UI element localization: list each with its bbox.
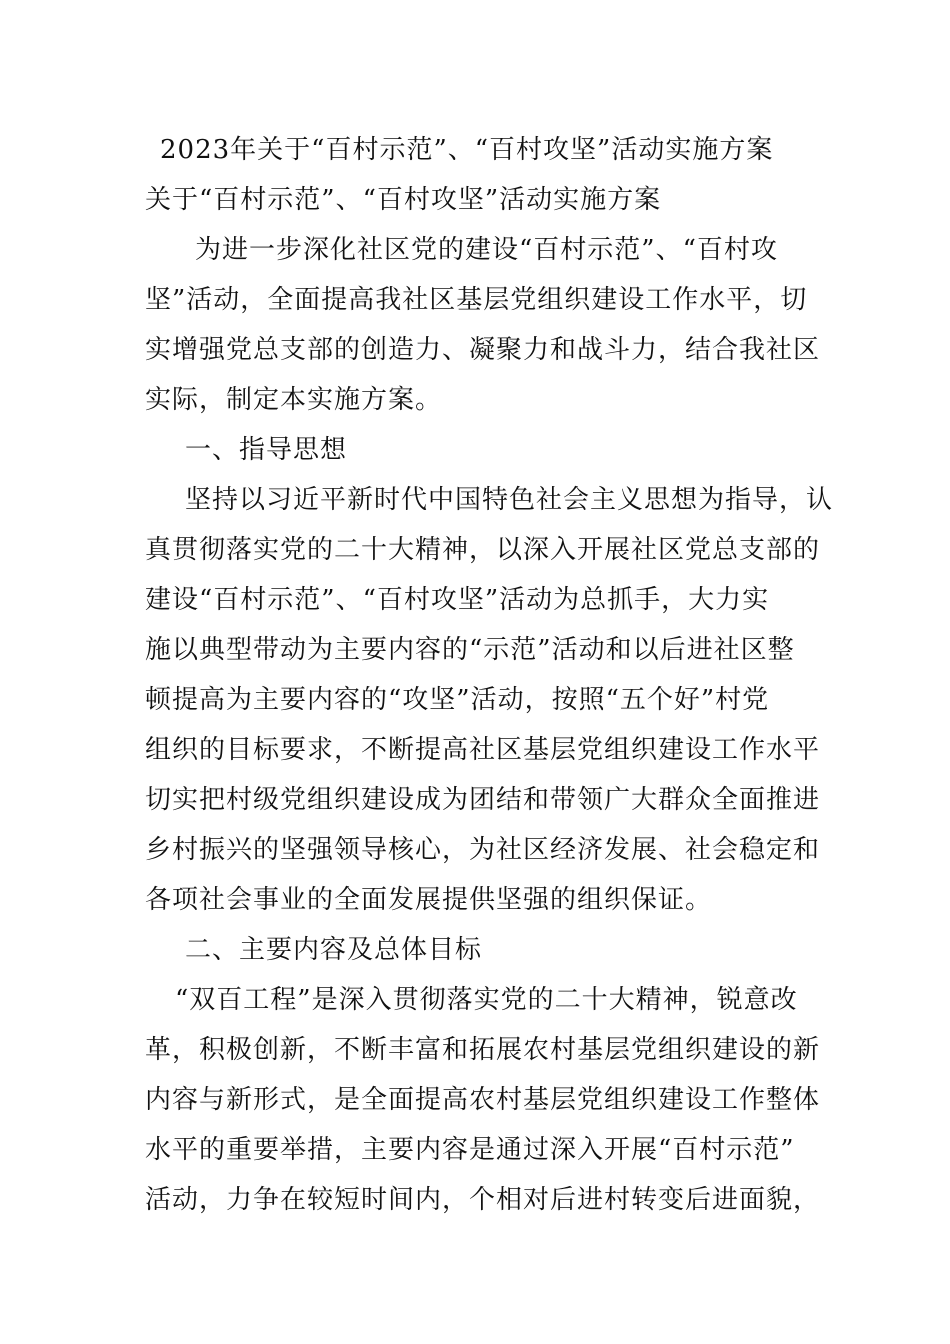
paragraph-line: 坚持以习近平新时代中国特色社会主义思想为指导，认 — [185, 485, 834, 515]
paragraph-line: 切实把村级党组织建设成为团结和带领广大群众全面推进 — [145, 785, 821, 815]
document-title: 2023年关于“百村示范”、“百村攻坚”活动实施方案 — [160, 135, 774, 165]
paragraph-line: 革，积极创新，不断丰富和拓展农村基层党组织建设的新 — [145, 1035, 821, 1065]
paragraph-line: 施以典型带动为主要内容的“示范”活动和以后进社区整 — [145, 635, 795, 665]
paragraph-line: “双百工程”是深入贯彻落实党的二十大精神，锐意改 — [175, 985, 798, 1015]
section-heading: 二、主要内容及总体目标 — [185, 935, 483, 965]
paragraph-line: 为进一步深化社区党的建设“百村示范”、“百村攻 — [195, 235, 778, 265]
paragraph-line: 各项社会事业的全面发展提供坚强的组织保证。 — [145, 885, 713, 915]
paragraph-line: 水平的重要举措，主要内容是通过深入开展“百村示范” — [145, 1135, 795, 1165]
paragraph-line: 坚”活动，全面提高我社区基层党组织建设工作水平，切 — [145, 285, 808, 315]
paragraph-line: 实增强党总支部的创造力、凝聚力和战斗力，结合我社区 — [145, 335, 821, 365]
paragraph-line: 乡村振兴的坚强领导核心，为社区经济发展、社会稳定和 — [145, 835, 821, 865]
paragraph-line: 建设“百村示范”、“百村攻坚”活动为总抓手，大力实 — [145, 585, 770, 615]
section-heading: 一、指导思想 — [185, 435, 348, 465]
paragraph-line: 实际，制定本实施方案。 — [145, 385, 443, 415]
paragraph-line: 内容与新形式，是全面提高农村基层党组织建设工作整体 — [145, 1085, 821, 1115]
paragraph-line: 活动，力争在较短时间内，个相对后进村转变后进面貌， — [145, 1185, 821, 1215]
paragraph-line: 真贯彻落实党的二十大精神，以深入开展社区党总支部的 — [145, 535, 821, 565]
paragraph-line: 组织的目标要求，不断提高社区基层党组织建设工作水平 — [145, 735, 821, 765]
paragraph-line: 顿提高为主要内容的“攻坚”活动，按照“五个好”村党 — [145, 685, 770, 715]
document-subtitle: 关于“百村示范”、“百村攻坚”活动实施方案 — [145, 185, 662, 215]
